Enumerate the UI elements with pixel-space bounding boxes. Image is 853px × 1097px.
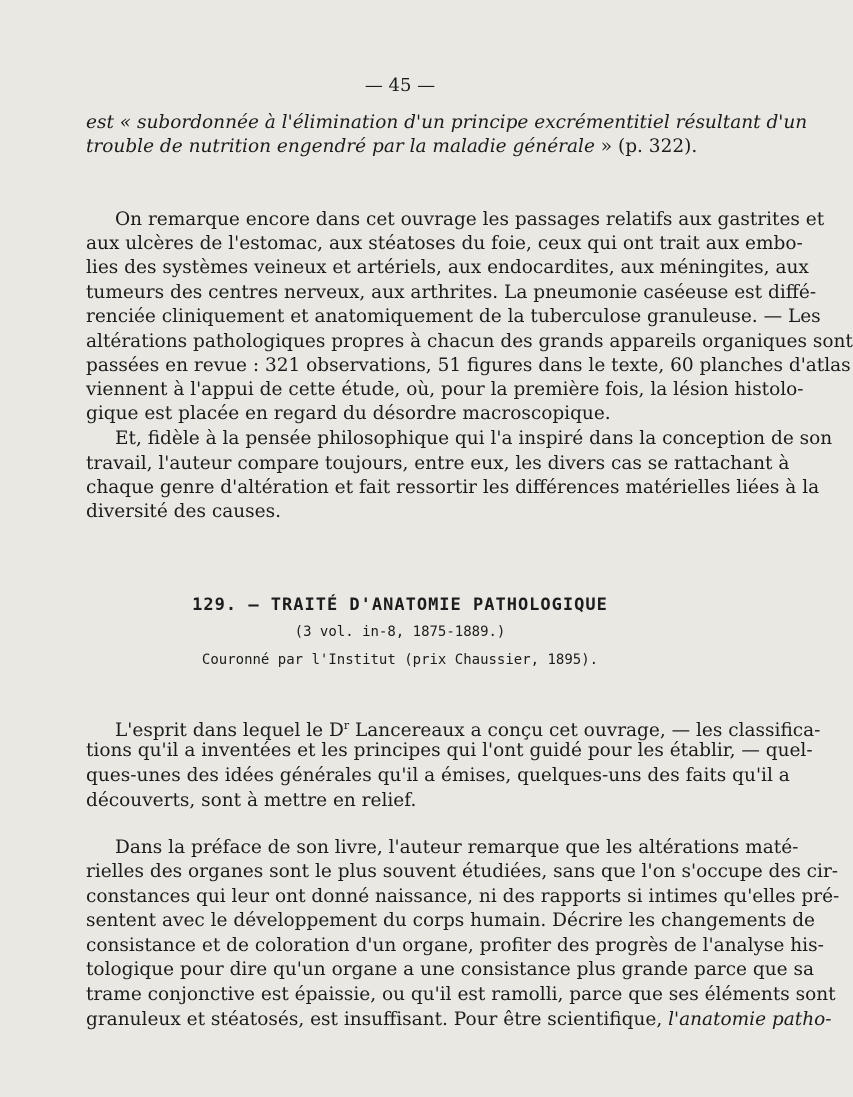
para1-line: On remarque encore dans cet ouvrage les passages relatifs aux gastrites et (115, 209, 825, 230)
quote-line (86, 135, 697, 159)
para1-line: passées en revue : 321 observations, 51 figures dans le texte, 60 planches d'atlas (86, 355, 851, 376)
para2-line: diversité des causes. (86, 501, 281, 522)
para4-line: trame conjonctive est épaissie, ou qu'il est ramolli, parce que ses éléments sont (86, 984, 836, 1005)
para4-line: tologique pour dire qu'un organe a une consistance plus grande parce que sa (86, 959, 814, 980)
section-volumes: (3 vol. in-8, 1875-1889.) (294, 624, 506, 640)
para4-line: consistance et de coloration d'un organe, profiter des progrès de l'analyse his- (86, 935, 824, 956)
para3-line (115, 714, 821, 742)
para1-line: renciée cliniquement et anatomiquement de la tuberculose granuleuse. — Les (86, 306, 821, 327)
quote-line: est « subordonnée à l'élimination d'un principe excrémentitiel résultant d'un (86, 112, 808, 133)
para3-text: L'esprit dans lequel le D (115, 720, 344, 742)
quote-tail: » (p. 322). (594, 136, 698, 157)
para1-line: gique est placée en regard du désordre macroscopique. (86, 403, 611, 424)
para4-italic: l'anatomie patho- (668, 1009, 832, 1030)
para1-line: tumeurs des centres nerveux, aux arthrites. La pneumonie caséeuse est diffé- (86, 282, 817, 303)
para3-line: tions qu'il a inventées et les principes qui l'ont guidé pour les établir, — quel- (86, 740, 813, 761)
para2-line: Et, fidèle à la pensée philosophique qui l'a inspiré dans la conception de son (115, 428, 833, 449)
para4-line: Dans la préface de son livre, l'auteur remarque que les altérations maté- (115, 837, 799, 858)
para1-line: lies des systèmes veineux et artériels, aux endocardites, aux méningites, aux (86, 257, 809, 278)
para4-line: sentent avec le développement du corps humain. Décrire les changements de (86, 910, 816, 931)
para3-line: découverts, sont à mettre en relief. (86, 790, 417, 811)
para1-line: aux ulcères de l'estomac, aux stéatoses du foie, ceux qui ont trait aux embo- (86, 233, 803, 254)
para4-line: rielles des organes sont le plus souvent étudiées, sans que l'on s'occupe des cir- (86, 861, 839, 882)
para1-line: viennent à l'appui de cette étude, où, pour la première fois, la lésion histolo- (86, 379, 804, 400)
para1-line: altérations pathologiques propres à chacun des grands appareils organiques sont (86, 331, 853, 352)
para2-line: travail, l'auteur compare toujours, entre eux, les divers cas se rattachant à (86, 453, 790, 474)
superscript: r (343, 719, 350, 732)
quote-italic: trouble de nutrition engendré par la maladie générale (86, 136, 595, 157)
section-award: Couronné par l'Institut (prix Chaussier, 1895). (201, 652, 599, 668)
section-heading: 129. — TRAITÉ D'ANATOMIE PATHOLOGIQUE (192, 595, 608, 615)
para3-line: ques-unes des idées générales qu'il a émises, quelques-uns des faits qu'il a (86, 765, 790, 786)
para4-line (86, 1008, 832, 1032)
para4-line: constances qui leur ont donné naissance, ni des rapports si intimes qu'elles pré- (86, 886, 840, 907)
para4-text: granuleux et stéatosés, est insuffisant. Pour être scientifique, (86, 1009, 669, 1030)
para3-text: Lancereaux a conçu cet ouvrage, — les classifica- (349, 720, 821, 742)
para2-line: chaque genre d'altération et fait ressortir les différences matérielles liées à la (86, 477, 820, 498)
page-number: — 45 — (364, 75, 436, 96)
